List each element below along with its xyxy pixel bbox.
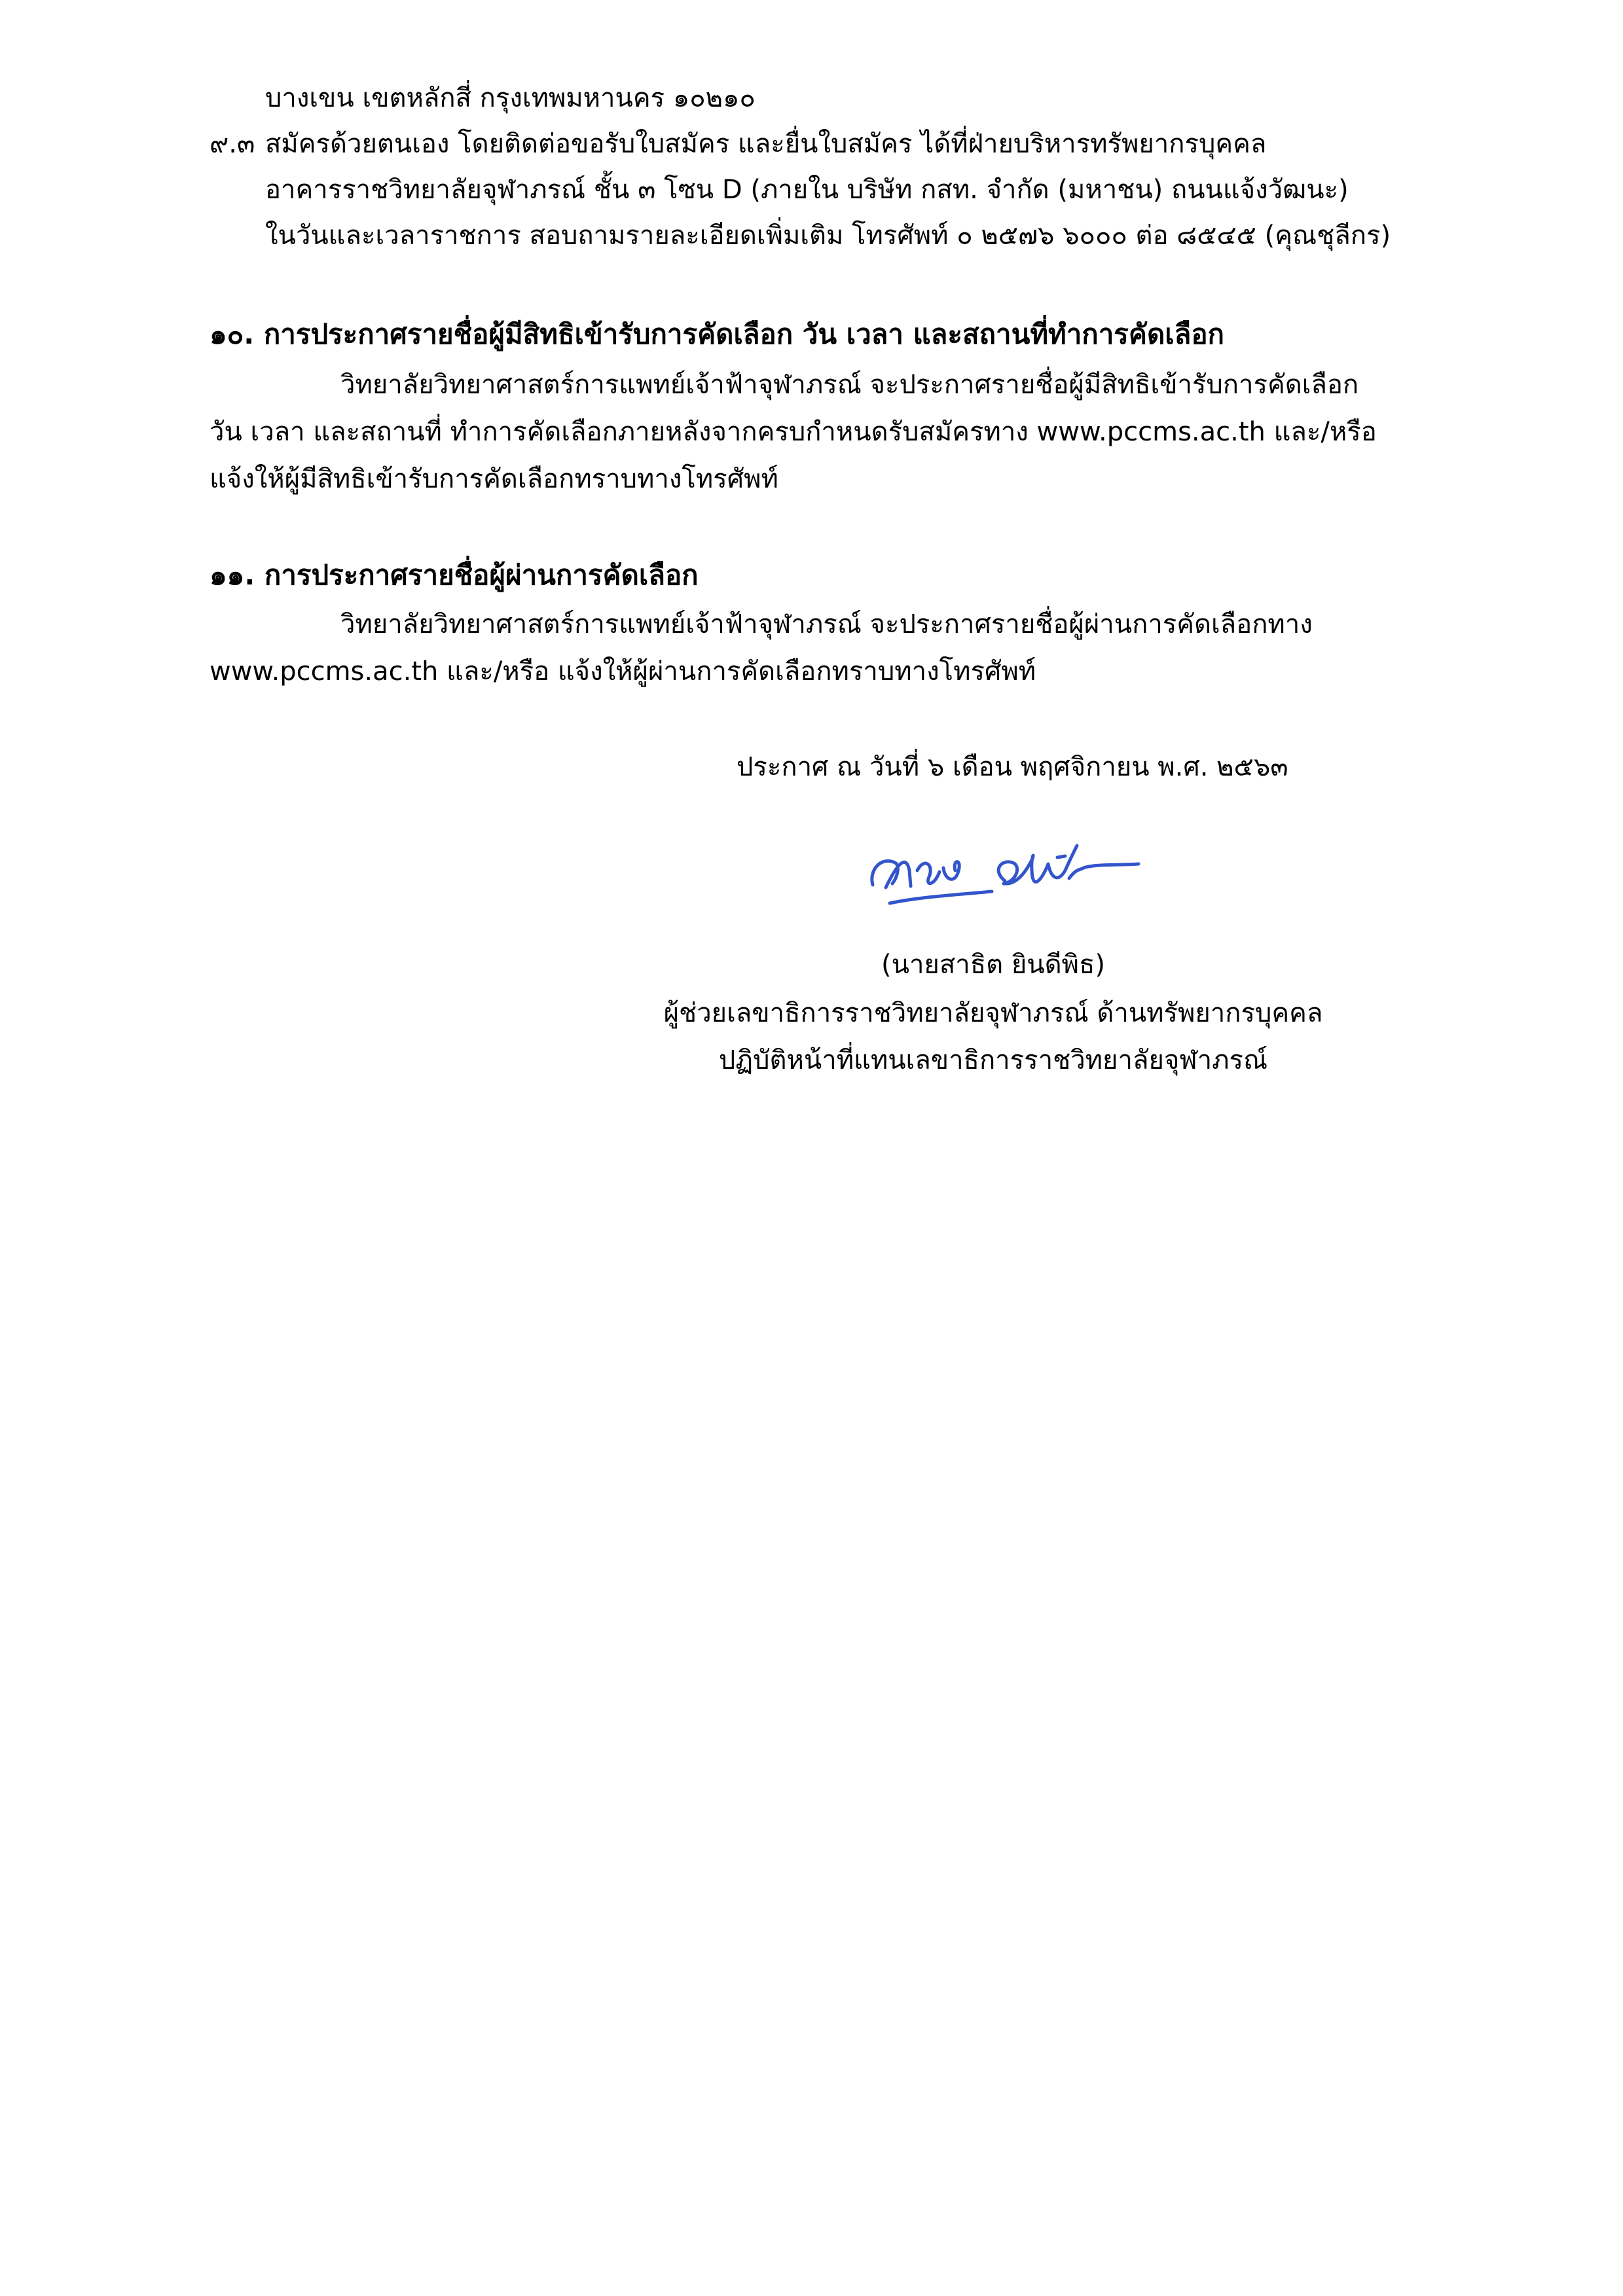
announce-date: ประกาศ ณ วันที่ ๖ เดือน พฤศจิกายน พ.ศ. ๒๕๖๓ — [737, 752, 1288, 782]
section-10-heading: ๑๐. การประกาศรายชื่อผู้มีสิทธิเข้ารับการคัดเลือก วัน เวลา และสถานที่ทำการคัดเลือก — [210, 318, 1224, 350]
item-93-line1: สมัครด้วยตนเอง โดยติดต่อขอรับใบสมัคร และยื่นใบสมัคร ได้ที่ฝ่ายบริหารทรัพยากรบุคคล — [265, 129, 1267, 159]
signer-name: (นายสาธิต ยินดีพิธ) — [881, 950, 1105, 980]
signer-title-2: ปฏิบัติหน้าที่แทนเลขาธิการราชวิทยาลัยจุฬาภรณ์ — [718, 1045, 1268, 1075]
signer-title-1: ผู้ช่วยเลขาธิการราชวิทยาลัยจุฬาภรณ์ ด้านทรัพยากรบุคคล — [663, 998, 1323, 1028]
item-93-line2: อาคารราชวิทยาลัยจุฬาภรณ์ ชั้น ๓ โซน D (ภายใน บริษัท กสท. จำกัด (มหาชน) ถนนแจ้งวัฒนะ) — [265, 175, 1349, 205]
item-93-number: ๙.๓ — [210, 129, 255, 159]
section-10-line3: แจ้งให้ผู้มีสิทธิเข้ารับการคัดเลือกทราบทางโทรศัพท์ — [210, 464, 778, 494]
item-93-line3: ในวันและเวลาราชการ สอบถามรายละเอียดเพิ่มเติม โทรศัพท์ ๐ ๒๕๗๖ ๖๐๐๐ ต่อ ๘๕๔๕ (คุณชุลีกร) — [265, 221, 1391, 251]
signature-image — [861, 831, 1149, 916]
section-11-line1: วิทยาลัยวิทยาศาสตร์การแพทย์เจ้าฟ้าจุฬาภรณ์ จะประกาศรายชื่อผู้ผ่านการคัดเลือกทาง — [340, 609, 1313, 639]
section-10-line1: วิทยาลัยวิทยาศาสตร์การแพทย์เจ้าฟ้าจุฬาภรณ์ จะประกาศรายชื่อผู้มีสิทธิเข้ารับการคัดเลือก — [340, 370, 1359, 400]
section-11-heading: ๑๑. การประกาศรายชื่อผู้ผ่านการคัดเลือก — [210, 559, 699, 591]
address-line: บางเขน เขตหลักสี่ กรุงเทพมหานคร ๑๐๒๑๐ — [265, 83, 756, 113]
section-11-line2: www.pccms.ac.th และ/หรือ แจ้งให้ผู้ผ่านการคัดเลือกทราบทางโทรศัพท์ — [210, 656, 1036, 687]
section-10-line2: วัน เวลา และสถานที่ ทำการคัดเลือกภายหลังจากครบกำหนดรับสมัครทาง www.pccms.ac.th และ/หรือ — [210, 417, 1377, 447]
